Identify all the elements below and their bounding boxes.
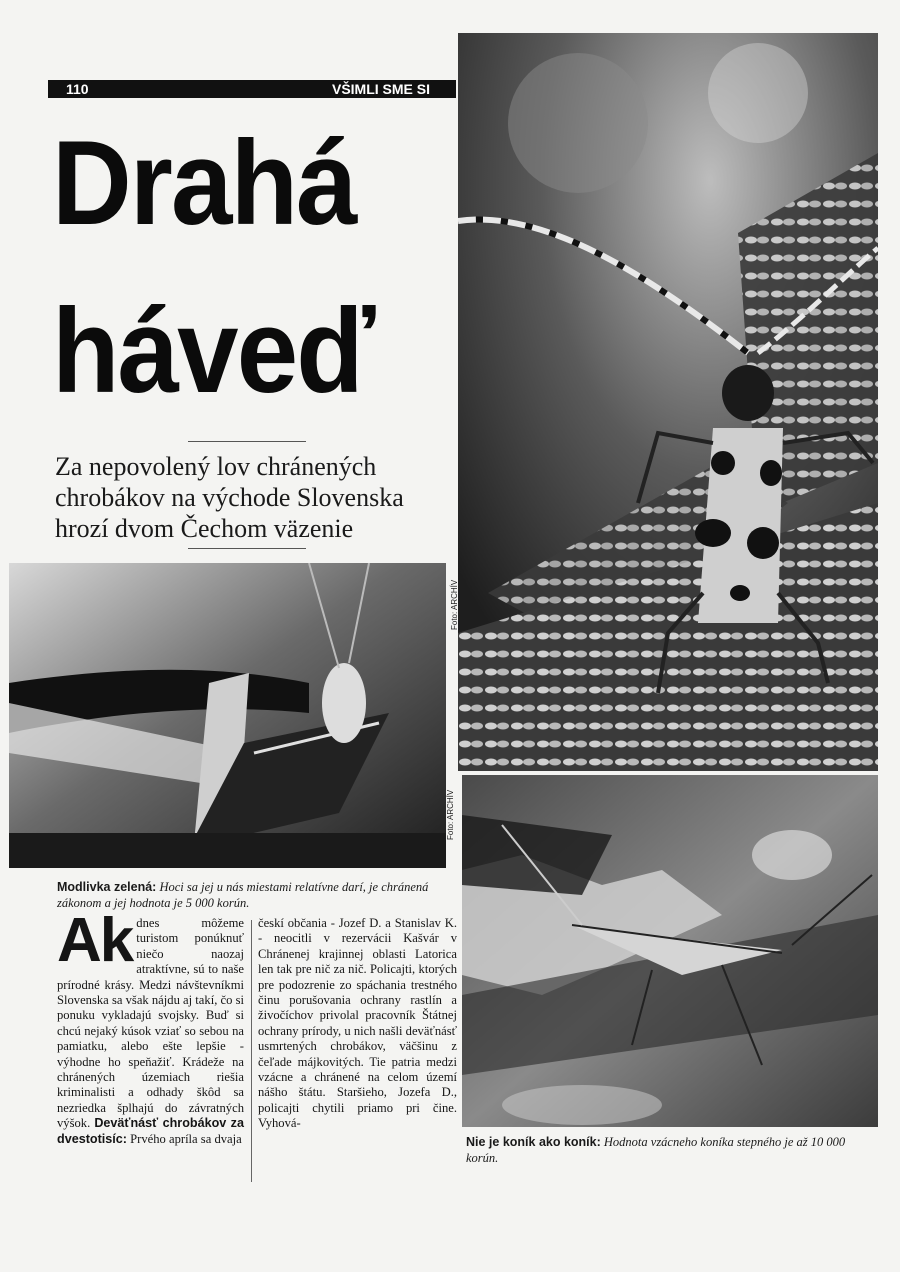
article-column-2: českí občania - Jozef D. a Stanislav K. - neocitli v rezervácii Kašvár v Chránenej krajinnej oblasti Latorica len tak pre nič za nič. Policajti, ktorých pre podozrenie zo spáchania trestného činu porušovania ochrany rastlín a živočíchov privolal pracovník Štátnej ochrany prírody, u nich našli deväťnásť usmrtených chrobákov, väčšinu z čeľade májkovitých. Tie patria medzi vzácne a chránené na celom území nášho štátu. Staršieho, Jozefa D., policajti chytili priamo pri čine. Vyhová- (258, 916, 457, 1131)
article-column-1 (57, 906, 244, 1147)
subtitle: Za nepovolený lov chránených chrobákov na východe Slovenska hrozí dvom Čechom väzenie (55, 452, 404, 543)
subtitle-rule-top (188, 441, 306, 442)
mantis-photo (9, 563, 446, 868)
article-subhead: Deväťnásť chrobákov za dvestotisíc: (57, 1116, 244, 1146)
article-intro: dnes môžeme turistom ponúknuť niečo naozaj atraktívne, sú to naše prírodné krásy. Medzi návštevníkmi Slovenska sa však nájdu aj takí, čo si ponuku vykladajú svojsky. Buď si chcú nejaký kúsok vziať so sebou na pamiatku, alebo ešte lepšie - výhodne ho speňažiť. Krádeže na chránených územiach riešia kriminalisti a odhady škôd sa nezriedka šplhajú do závratných výšok. (57, 916, 244, 1131)
subtitle-rule-bottom (188, 548, 306, 549)
photo-credit-mantis: Foto: ARCHÍV (446, 789, 455, 840)
drop-cap: Ak (57, 906, 133, 975)
section-header-bar (48, 80, 456, 98)
headline-line-2: háveď (52, 284, 374, 418)
grasshopper-caption (466, 1134, 876, 1166)
headline-line-1: Drahá (52, 116, 356, 250)
beetle-photo (458, 33, 878, 771)
mantis-caption-lead: Modlivka zelená: (57, 880, 157, 894)
grasshopper-photo (462, 775, 878, 1127)
grasshopper-caption-lead: Nie je koník ako koník: (466, 1135, 601, 1149)
article-col1-tail: Prvého apríla sa dvaja (130, 1131, 242, 1146)
page-number: 110 (66, 81, 89, 97)
section-label: VŠIMLI SME SI (331, 81, 430, 97)
column-divider (251, 920, 252, 1182)
grasshopper-caption-text: Hodnota vzácneho koníka stepného je až 10 000 korún. (466, 1135, 846, 1165)
mantis-caption-text: Hoci sa jej u nás miestami relatívne darí, je chránená zákonom a jej hodnota je 5 000 korún. (57, 880, 429, 910)
photo-credit-beetle: Foto: ARCHÍV (450, 579, 459, 630)
